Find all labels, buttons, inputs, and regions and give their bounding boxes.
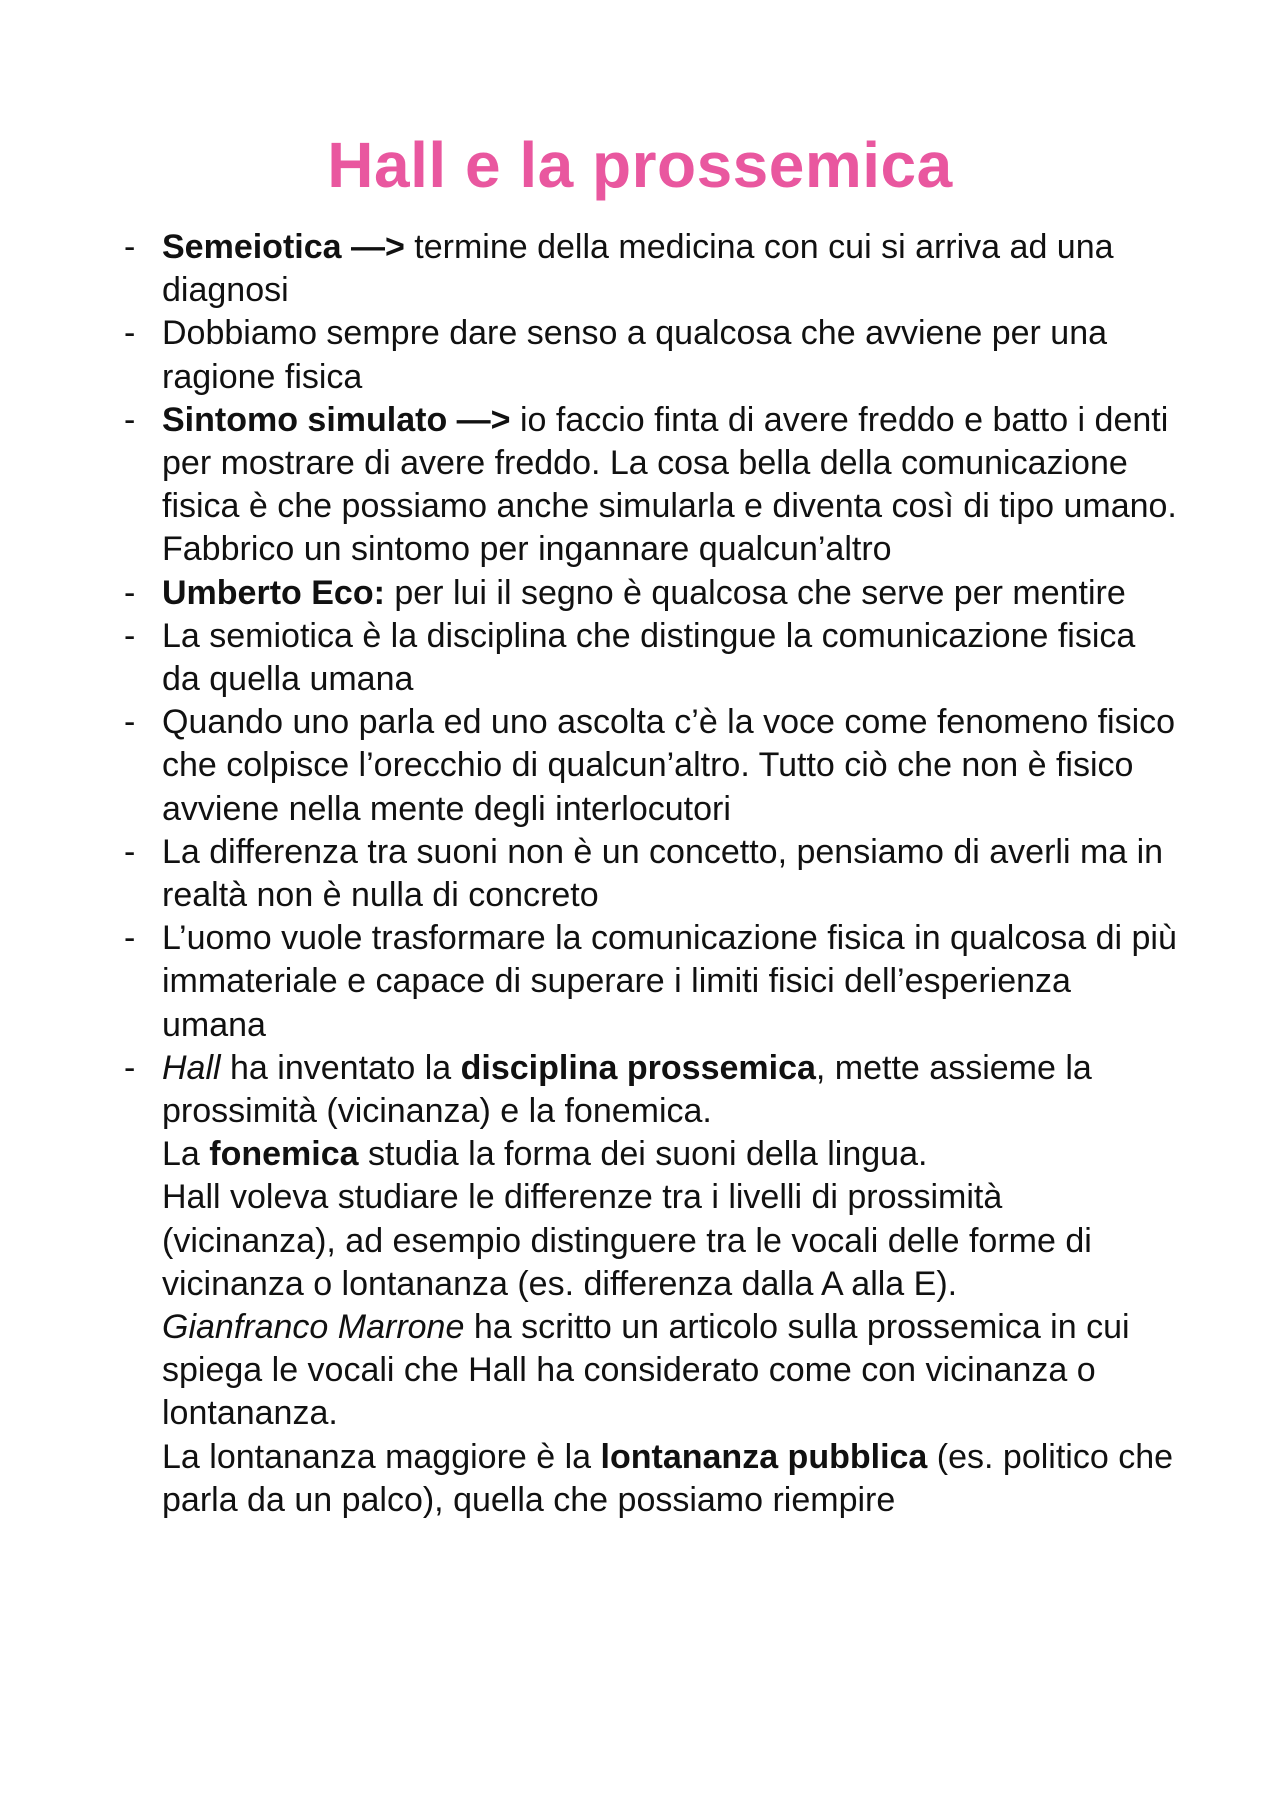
text-run: ha scritto un articolo sulla prossemica in cui spiega le vocali che Hall ha considerato come con vicinanza o lontananza. <box>162 1308 1130 1433</box>
notes-list <box>120 226 1180 1522</box>
text-run: La <box>162 1135 210 1174</box>
term-bold: lontananza pubblica <box>600 1437 928 1476</box>
item-text: La semiotica è la disciplina che distingue la comunicazione fisica da quella umana <box>162 616 1136 699</box>
bullet-dash: - <box>124 314 136 353</box>
bullet-dash: - <box>124 832 136 871</box>
item-text: L’uomo vuole trasformare la comunicazione fisica in qualcosa di più immateriale e capace di superare i limiti fisici dell’esperienza umana <box>162 919 1177 1044</box>
bullet-dash: - <box>124 919 136 958</box>
bullet-dash: - <box>124 400 136 439</box>
paragraph <box>162 1436 1180 1522</box>
term-bold: Sintomo simulato —> <box>162 400 511 439</box>
paragraph: Hall voleva studiare le differenze tra i livelli di prossimità (vicinanza), ad esempio distinguere tra le vocali delle forme di vicinanza o lontananza (es. differenza dalla A alla E). <box>162 1178 1092 1303</box>
list-item <box>120 615 1180 701</box>
item-text: io faccio finta di avere freddo e batto i denti per mostrare di avere freddo. La cosa bella della comunicazione fisica è che possiamo anche simularla e diventa così di tipo umano. Fabbrico un sintomo per ingannare qualcun’altro <box>162 400 1177 569</box>
item-text: Quando uno parla ed uno ascolta c’è la voce come fenomeno fisico che colpisce l’orecchio di qualcun’altro. Tutto ciò che non è fisico avviene nella mente degli interlocutori <box>162 703 1176 828</box>
list-item <box>120 312 1180 398</box>
list-item <box>120 226 1180 312</box>
paragraph <box>162 1047 1180 1133</box>
bullet-dash: - <box>124 1048 136 1087</box>
name-italic: Gianfranco Marrone <box>162 1308 465 1347</box>
paragraph <box>162 1306 1180 1436</box>
text-run: La lontananza maggiore è la <box>162 1437 601 1476</box>
item-text: termine della medicina con cui si arriva ad una diagnosi <box>162 228 1114 310</box>
paragraph <box>162 1133 1180 1176</box>
item-text: Dobbiamo sempre dare senso a qualcosa che avviene per una ragione fisica <box>162 314 1108 396</box>
text-run: studia la forma dei suoni della lingua. <box>358 1135 928 1174</box>
list-item <box>120 399 1180 572</box>
list-item <box>120 572 1180 615</box>
list-item <box>120 831 1180 917</box>
text-run: , mette assieme la prossimità (vicinanza) e la fonemica. <box>162 1048 1092 1131</box>
bullet-dash: - <box>124 616 136 655</box>
term-bold: Umberto Eco: <box>162 573 385 612</box>
text-run: ha inventato la <box>220 1048 461 1087</box>
name-italic: Hall <box>162 1048 221 1087</box>
term-bold: disciplina prossemica <box>460 1048 816 1087</box>
page-title: Hall e la prossemica <box>327 129 953 201</box>
item-text: La differenza tra suoni non è un concetto, pensiamo di averli ma in realtà non è nulla di concreto <box>162 832 1164 915</box>
bullet-dash: - <box>124 228 136 266</box>
bullet-dash: - <box>124 573 136 612</box>
term-bold: fonemica <box>209 1135 359 1174</box>
bullet-dash: - <box>124 703 136 742</box>
list-item <box>120 917 1180 1047</box>
list-item-hall <box>120 1047 1180 1522</box>
item-text: per lui il segno è qualcosa che serve per mentire <box>384 573 1126 612</box>
text-run: (es. politico che parla da un palco), quella che possiamo riempire <box>162 1437 1174 1519</box>
term-bold: Semeiotica —> <box>162 228 405 266</box>
list-item <box>120 701 1180 831</box>
